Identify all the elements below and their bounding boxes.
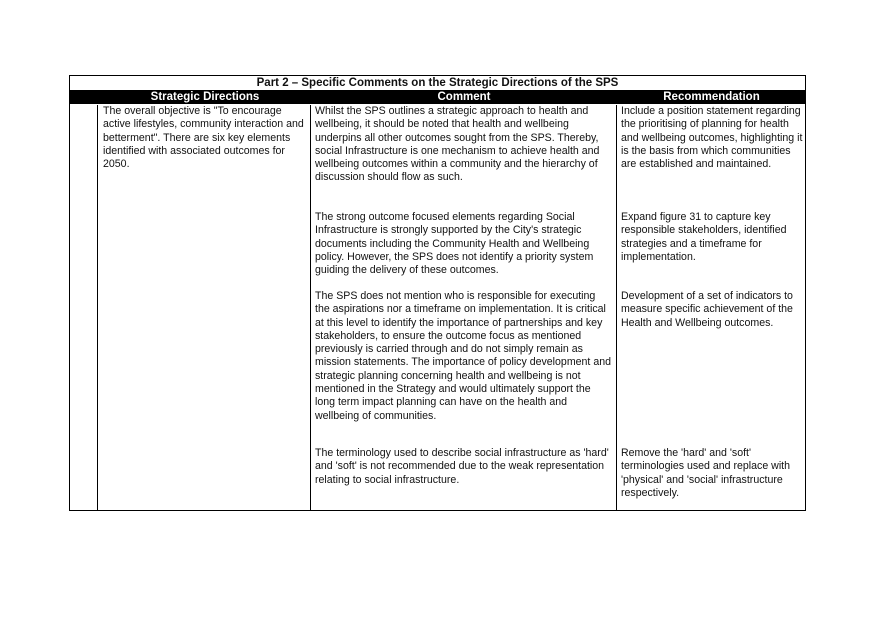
table-title: Part 2 – Specific Comments on the Strategic Directions of the SPS — [70, 76, 805, 91]
table-body — [70, 105, 805, 510]
header-row — [70, 91, 805, 104]
recommendation-cell: Expand figure 31 to capture key responsible stakeholders, identified strategies and a timeframe for implementation. — [621, 211, 787, 263]
comment-cell: The strong outcome focused elements regarding Social Infrastructure is strongly supported by the City's strategic documents including the Community Health and Wellbeing policy. However, the SPS does not identify a priority system guiding the delivery of these outcomes. — [315, 211, 594, 277]
comments-table — [69, 75, 806, 511]
recommendation-cell: Remove the 'hard' and 'soft' terminologies used and replace with 'physical' and 'social' infrastructure respectively. — [621, 447, 791, 499]
column-divider — [97, 105, 98, 510]
comment-cell: The SPS does not mention who is responsible for executing the aspirations nor a timeframe on implementation. It is critical at this level to identify the importance of partnerships and key stakeholders, to ensure the outcome focus as mentioned previously is carried through and do not simply remain as mission statements. The importance of policy development and strategic planning concerning health and wellbeing is not mentioned in the Strategy and would ultimately support the long term impact planning can have on the health and wellbeing of communities. — [315, 290, 611, 422]
comment-cell: Whilst the SPS outlines a strategic approach to health and wellbeing, it should be noted that health and wellbeing underpins all other outcomes sought from the SPS. Thereby, social Infrastructure is one mechanism to achieve health and wellbeing outcomes within a community and the hierarchy of discussion should flow as such. — [315, 105, 600, 184]
column-divider — [616, 105, 617, 510]
strategic-directions-text: The overall objective is "To encourage active lifestyles, community interaction and betterment". There are six key elements identified with associated outcomes for 2050. — [103, 105, 304, 171]
comment-cell: The terminology used to describe social infrastructure as 'hard' and 'soft' is not recommended due to the weak representation relating to social infrastructure. — [315, 447, 609, 486]
header-strategic-directions: Strategic Directions — [150, 91, 260, 103]
header-recommendation: Recommendation — [663, 91, 760, 103]
recommendation-cell: Development of a set of indicators to measure specific achievement of the Health and Wellbeing outcomes. — [621, 290, 793, 329]
recommendation-cell: Include a position statement regarding the prioritising of planning for health and wellbeing outcomes, highlighting it is the basis from which communities are established and maintained. — [621, 105, 803, 171]
column-divider — [310, 105, 311, 510]
header-comment: Comment — [437, 91, 491, 103]
